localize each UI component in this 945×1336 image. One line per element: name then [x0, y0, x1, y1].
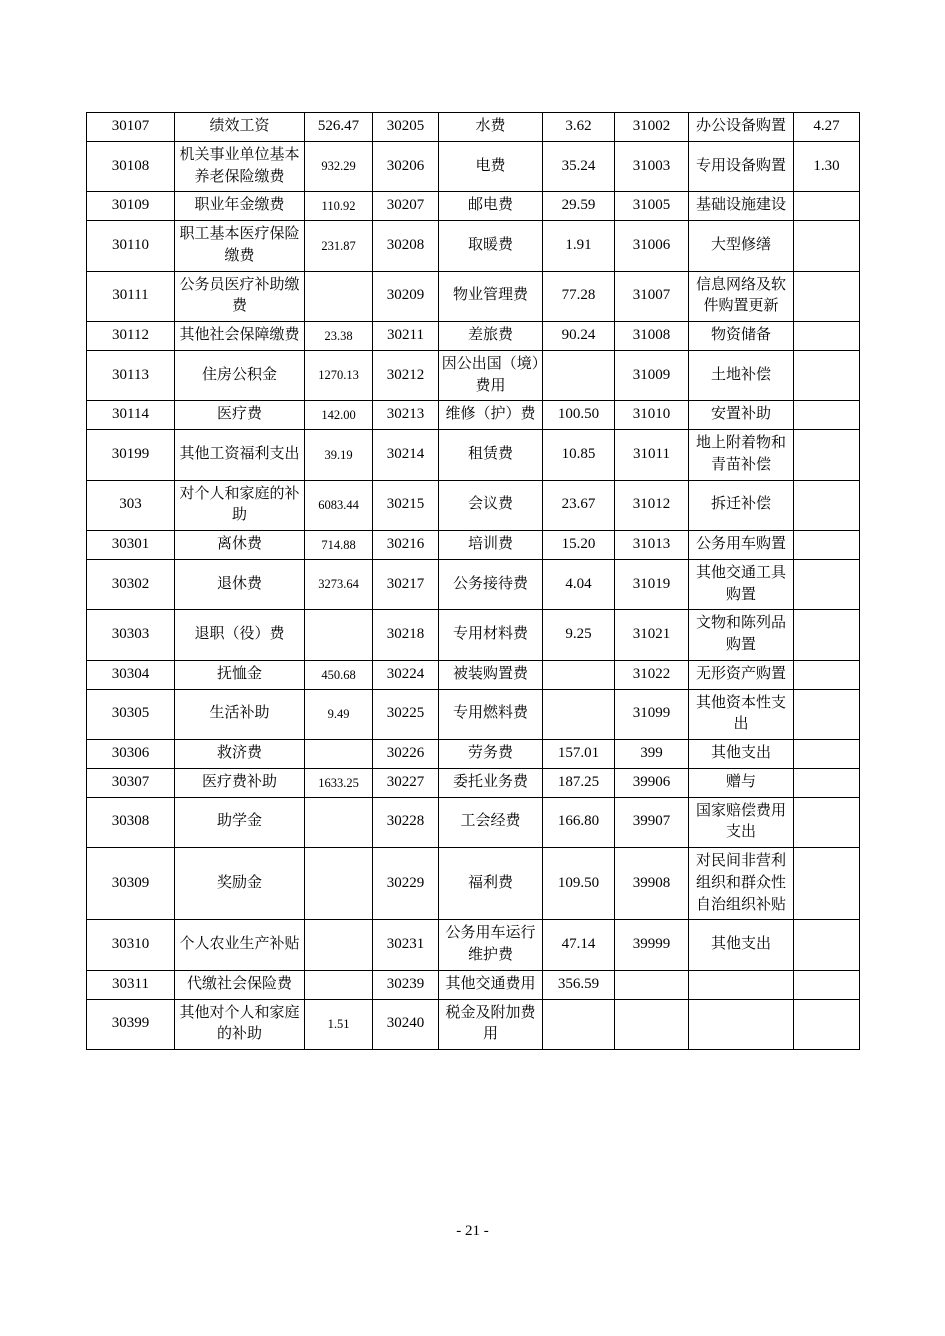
cell-value-2: 23.67 [543, 480, 615, 531]
table-row [87, 610, 860, 661]
cell-value-1: 6083.44 [305, 480, 373, 531]
cell-code-2: 30215 [373, 480, 439, 531]
cell-value-1: 1.51 [305, 999, 373, 1050]
cell-value-1: 231.87 [305, 221, 373, 272]
cell-code-1: 30110 [87, 221, 175, 272]
cell-name-3 [689, 970, 794, 999]
cell-code-1: 30399 [87, 999, 175, 1050]
cell-code-3: 31002 [615, 113, 689, 142]
cell-value-1: 714.88 [305, 531, 373, 560]
cell-code-3: 31006 [615, 221, 689, 272]
cell-name-1: 机关事业单位基本养老保险缴费 [175, 141, 305, 192]
cell-value-3 [794, 480, 860, 531]
table-row [87, 848, 860, 920]
cell-name-1: 助学金 [175, 797, 305, 848]
cell-name-1: 其他工资福利支出 [175, 430, 305, 481]
cell-value-3 [794, 430, 860, 481]
cell-value-2: 187.25 [543, 768, 615, 797]
table-row [87, 559, 860, 610]
cell-name-2: 税金及附加费用 [439, 999, 543, 1050]
cell-code-3: 31013 [615, 531, 689, 560]
table-row [87, 141, 860, 192]
cell-name-3: 土地补偿 [689, 350, 794, 401]
cell-name-2: 差旅费 [439, 322, 543, 351]
cell-code-3: 31099 [615, 689, 689, 740]
cell-code-2: 30218 [373, 610, 439, 661]
cell-code-3: 39906 [615, 768, 689, 797]
table-row [87, 920, 860, 971]
cell-value-1 [305, 271, 373, 322]
cell-value-3 [794, 221, 860, 272]
cell-name-1: 个人农业生产补贴 [175, 920, 305, 971]
cell-code-1: 30309 [87, 848, 175, 920]
cell-value-2 [543, 999, 615, 1050]
cell-name-3: 基础设施建设 [689, 192, 794, 221]
cell-name-3: 其他支出 [689, 920, 794, 971]
cell-value-3 [794, 322, 860, 351]
cell-code-1: 30308 [87, 797, 175, 848]
cell-value-2: 1.91 [543, 221, 615, 272]
cell-value-3: 1.30 [794, 141, 860, 192]
cell-code-1: 30305 [87, 689, 175, 740]
cell-value-2: 29.59 [543, 192, 615, 221]
table-row [87, 480, 860, 531]
cell-value-2: 10.85 [543, 430, 615, 481]
cell-name-2: 水费 [439, 113, 543, 142]
page-number: - 21 - [456, 1223, 489, 1239]
cell-value-1: 39.19 [305, 430, 373, 481]
table-row [87, 660, 860, 689]
table-row [87, 271, 860, 322]
cell-code-1: 30301 [87, 531, 175, 560]
cell-name-2: 租赁费 [439, 430, 543, 481]
cell-value-3 [794, 848, 860, 920]
table-row [87, 430, 860, 481]
cell-name-2: 公务接待费 [439, 559, 543, 610]
cell-code-2: 30231 [373, 920, 439, 971]
table-row [87, 192, 860, 221]
cell-value-2: 356.59 [543, 970, 615, 999]
cell-value-2 [543, 350, 615, 401]
cell-code-3 [615, 999, 689, 1050]
table-row [87, 768, 860, 797]
cell-name-1: 代缴社会保险费 [175, 970, 305, 999]
cell-value-3 [794, 610, 860, 661]
cell-code-2: 30227 [373, 768, 439, 797]
table-row [87, 401, 860, 430]
cell-code-2: 30228 [373, 797, 439, 848]
cell-name-3 [689, 999, 794, 1050]
cell-value-1: 1270.13 [305, 350, 373, 401]
cell-name-1: 职工基本医疗保险缴费 [175, 221, 305, 272]
cell-code-1: 30306 [87, 740, 175, 769]
cell-code-1: 30108 [87, 141, 175, 192]
cell-code-3: 31008 [615, 322, 689, 351]
cell-value-3 [794, 401, 860, 430]
cell-value-1 [305, 610, 373, 661]
cell-name-1: 离休费 [175, 531, 305, 560]
cell-name-2: 物业管理费 [439, 271, 543, 322]
cell-value-2: 77.28 [543, 271, 615, 322]
cell-value-3 [794, 660, 860, 689]
cell-value-3 [794, 920, 860, 971]
cell-value-3 [794, 192, 860, 221]
cell-name-3: 赠与 [689, 768, 794, 797]
table-row [87, 350, 860, 401]
cell-value-2 [543, 689, 615, 740]
cell-name-2: 取暖费 [439, 221, 543, 272]
cell-name-2: 专用材料费 [439, 610, 543, 661]
cell-name-3: 拆迁补偿 [689, 480, 794, 531]
cell-value-1: 23.38 [305, 322, 373, 351]
cell-code-3: 31022 [615, 660, 689, 689]
cell-name-2: 其他交通费用 [439, 970, 543, 999]
cell-code-1: 30304 [87, 660, 175, 689]
cell-name-3: 其他支出 [689, 740, 794, 769]
cell-value-3 [794, 689, 860, 740]
cell-value-3 [794, 531, 860, 560]
cell-value-3: 4.27 [794, 113, 860, 142]
cell-code-2: 30225 [373, 689, 439, 740]
cell-code-2: 30216 [373, 531, 439, 560]
cell-value-1: 9.49 [305, 689, 373, 740]
cell-code-2: 30226 [373, 740, 439, 769]
cell-code-1: 30199 [87, 430, 175, 481]
cell-value-1 [305, 920, 373, 971]
cell-value-2: 47.14 [543, 920, 615, 971]
cell-name-3: 信息网络及软件购置更新 [689, 271, 794, 322]
table-row [87, 322, 860, 351]
cell-name-3: 无形资产购置 [689, 660, 794, 689]
cell-name-1: 救济费 [175, 740, 305, 769]
cell-code-2: 30239 [373, 970, 439, 999]
cell-code-2: 30240 [373, 999, 439, 1050]
cell-name-2: 被装购置费 [439, 660, 543, 689]
cell-code-3: 399 [615, 740, 689, 769]
cell-code-2: 30209 [373, 271, 439, 322]
cell-value-3 [794, 350, 860, 401]
cell-name-1: 生活补助 [175, 689, 305, 740]
cell-code-2: 30224 [373, 660, 439, 689]
cell-name-3: 文物和陈列品购置 [689, 610, 794, 661]
cell-code-3 [615, 970, 689, 999]
cell-name-2: 维修（护）费 [439, 401, 543, 430]
cell-name-2: 邮电费 [439, 192, 543, 221]
cell-value-2: 90.24 [543, 322, 615, 351]
cell-value-3 [794, 768, 860, 797]
cell-value-2: 4.04 [543, 559, 615, 610]
cell-code-2: 30205 [373, 113, 439, 142]
cell-name-2: 电费 [439, 141, 543, 192]
cell-code-2: 30214 [373, 430, 439, 481]
cell-value-3 [794, 559, 860, 610]
cell-value-1: 932.29 [305, 141, 373, 192]
cell-value-3 [794, 740, 860, 769]
cell-value-2: 35.24 [543, 141, 615, 192]
cell-code-2: 30213 [373, 401, 439, 430]
cell-code-1: 30310 [87, 920, 175, 971]
cell-value-1 [305, 848, 373, 920]
cell-name-1: 医疗费 [175, 401, 305, 430]
cell-name-2: 培训费 [439, 531, 543, 560]
cell-value-3 [794, 970, 860, 999]
cell-value-2: 166.80 [543, 797, 615, 848]
cell-name-2: 工会经费 [439, 797, 543, 848]
cell-code-1: 30109 [87, 192, 175, 221]
cell-code-2: 30208 [373, 221, 439, 272]
table-row [87, 740, 860, 769]
cell-name-2: 会议费 [439, 480, 543, 531]
cell-name-1: 其他对个人和家庭的补助 [175, 999, 305, 1050]
cell-name-3: 安置补助 [689, 401, 794, 430]
cell-code-1: 30303 [87, 610, 175, 661]
cell-value-2: 157.01 [543, 740, 615, 769]
cell-value-1 [305, 970, 373, 999]
table-row [87, 531, 860, 560]
cell-name-3: 大型修缮 [689, 221, 794, 272]
cell-code-1: 30307 [87, 768, 175, 797]
cell-code-3: 39907 [615, 797, 689, 848]
cell-name-1: 职业年金缴费 [175, 192, 305, 221]
cell-code-3: 31007 [615, 271, 689, 322]
cell-code-2: 30211 [373, 322, 439, 351]
cell-code-1: 303 [87, 480, 175, 531]
cell-code-1: 30111 [87, 271, 175, 322]
cell-value-1 [305, 797, 373, 848]
cell-code-3: 31011 [615, 430, 689, 481]
cell-name-2: 专用燃料费 [439, 689, 543, 740]
cell-code-3: 31010 [615, 401, 689, 430]
cell-name-3: 办公设备购置 [689, 113, 794, 142]
cell-name-3: 国家赔偿费用支出 [689, 797, 794, 848]
cell-name-1: 其他社会保障缴费 [175, 322, 305, 351]
cell-code-2: 30229 [373, 848, 439, 920]
cell-code-2: 30212 [373, 350, 439, 401]
cell-code-1: 30302 [87, 559, 175, 610]
cell-code-3: 39908 [615, 848, 689, 920]
table-body [87, 113, 860, 1050]
cell-name-1: 住房公积金 [175, 350, 305, 401]
cell-value-3 [794, 797, 860, 848]
cell-value-2 [543, 660, 615, 689]
cell-name-1: 退职（役）费 [175, 610, 305, 661]
cell-name-3: 其他资本性支出 [689, 689, 794, 740]
table-row [87, 797, 860, 848]
cell-name-3: 地上附着物和青苗补偿 [689, 430, 794, 481]
cell-name-1: 退休费 [175, 559, 305, 610]
cell-code-1: 30311 [87, 970, 175, 999]
cell-code-1: 30107 [87, 113, 175, 142]
cell-value-2: 15.20 [543, 531, 615, 560]
cell-value-1: 142.00 [305, 401, 373, 430]
cell-name-1: 公务员医疗补助缴费 [175, 271, 305, 322]
cell-code-3: 31005 [615, 192, 689, 221]
cell-name-1: 绩效工资 [175, 113, 305, 142]
cell-code-3: 39999 [615, 920, 689, 971]
cell-name-2: 委托业务费 [439, 768, 543, 797]
cell-value-1: 110.92 [305, 192, 373, 221]
cell-code-2: 30206 [373, 141, 439, 192]
cell-code-3: 31021 [615, 610, 689, 661]
cell-code-3: 31019 [615, 559, 689, 610]
cell-name-3: 对民间非营利组织和群众性自治组织补贴 [689, 848, 794, 920]
cell-name-2: 劳务费 [439, 740, 543, 769]
cell-value-1: 450.68 [305, 660, 373, 689]
cell-value-2: 9.25 [543, 610, 615, 661]
table-row [87, 999, 860, 1050]
cell-code-1: 30112 [87, 322, 175, 351]
table-row [87, 970, 860, 999]
cell-value-2: 100.50 [543, 401, 615, 430]
cell-code-2: 30207 [373, 192, 439, 221]
cell-name-3: 专用设备购置 [689, 141, 794, 192]
cell-name-3: 物资储备 [689, 322, 794, 351]
table-row [87, 689, 860, 740]
table-row [87, 113, 860, 142]
cell-value-1: 526.47 [305, 113, 373, 142]
cell-name-2: 因公出国（境）费用 [439, 350, 543, 401]
cell-name-1: 抚恤金 [175, 660, 305, 689]
cell-value-3 [794, 271, 860, 322]
cell-code-3: 31009 [615, 350, 689, 401]
cell-name-1: 奖励金 [175, 848, 305, 920]
table-row [87, 221, 860, 272]
cell-name-2: 福利费 [439, 848, 543, 920]
cell-code-3: 31003 [615, 141, 689, 192]
cell-code-3: 31012 [615, 480, 689, 531]
cell-code-2: 30217 [373, 559, 439, 610]
cell-name-1: 对个人和家庭的补助 [175, 480, 305, 531]
cell-value-2: 3.62 [543, 113, 615, 142]
cell-code-1: 30113 [87, 350, 175, 401]
cell-value-1: 3273.64 [305, 559, 373, 610]
cell-value-1: 1633.25 [305, 768, 373, 797]
cell-value-3 [794, 999, 860, 1050]
cell-name-1: 医疗费补助 [175, 768, 305, 797]
cell-name-2: 公务用车运行维护费 [439, 920, 543, 971]
cell-code-1: 30114 [87, 401, 175, 430]
budget-expenditure-table [86, 112, 860, 1050]
cell-name-3: 其他交通工具购置 [689, 559, 794, 610]
cell-value-1 [305, 740, 373, 769]
cell-value-2: 109.50 [543, 848, 615, 920]
cell-name-3: 公务用车购置 [689, 531, 794, 560]
